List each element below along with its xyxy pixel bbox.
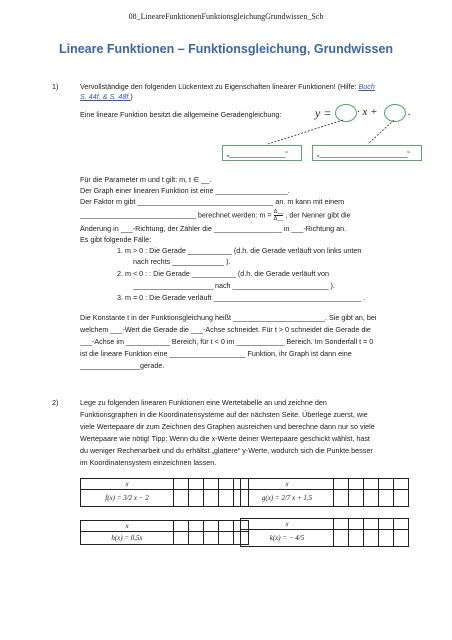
document-header: 08_LineareFunktionenFunktionsgleichungGrundwissen_Sch (128, 12, 324, 21)
table-cell[interactable] (394, 519, 409, 530)
table-cell[interactable] (334, 479, 349, 490)
constant-line-3: ___-Achse im ___________ Bereich, für t < 0 im ____________ Bereich. Im Sonderfall t = 0 (80, 337, 374, 346)
general-equation-text: Eine lineare Funktion besitzt die allgemeine Geradengleichung: (80, 110, 282, 119)
table-cell[interactable] (204, 490, 219, 507)
value-table-g (240, 478, 409, 507)
graph-line: Der Graph einer linearen Funktion ist eine __________________. (80, 186, 290, 195)
table-cell[interactable] (379, 479, 394, 490)
table-cell[interactable] (219, 479, 234, 490)
table-k-x-label: x (241, 519, 334, 530)
value-table-h (80, 520, 249, 545)
q2-line-6: im Koordinatensystem einzeichnen lassen. (80, 458, 217, 467)
constant-line-5: _______________gerade. (80, 361, 165, 370)
case2-cont: ____________________ nach ________________________ ). (133, 281, 335, 290)
table-cell[interactable] (174, 479, 189, 490)
eq-y: y = (315, 106, 332, 120)
params-line: Für die Parameter m und t gilt: m, t ∈ __. (80, 175, 212, 184)
table-f-function: f(x) = 3/2 x − 2 (81, 490, 174, 507)
case1-cont: nach rechts _____________ ). (133, 257, 231, 266)
table-k-function: k(x) = − 4/5 (241, 530, 334, 547)
factor-line: Der Faktor m gibt __________________________________ an. m kann mit einem (80, 197, 345, 206)
table-h-function: h(x) = 0,5x (81, 532, 174, 545)
table-cell[interactable] (219, 521, 234, 532)
table-h-x-label: x (81, 521, 174, 532)
table-cell[interactable] (349, 490, 364, 507)
q2-line-5: du weniger Rechenarbeit und du erhältst „glattere“ y-Werte, wodurch sich die Punkte besser (80, 446, 373, 455)
change-line: Änderung in ___-Richtung, der Zähler die _________________ in ___-Richtung an. (80, 224, 347, 233)
table-cell[interactable] (189, 532, 204, 545)
q1-number: 1) (52, 82, 59, 91)
table-cell[interactable] (379, 490, 394, 507)
cases-line: Es gibt folgende Fälle: (80, 235, 152, 244)
calc-line (80, 209, 351, 222)
case3-line: 3. m = 0 : Die Gerade verläuft _____________________________________ . (117, 293, 366, 302)
table-g-x-label: x (241, 479, 334, 490)
table-cell[interactable] (174, 490, 189, 507)
constant-line-1: Die Konstante t in der Funktionsgleichung heißt _______________________. Sie gibt an, bei (80, 313, 377, 322)
table-cell[interactable] (379, 530, 394, 547)
case1-line: 1. m > 0 : Die Gerade ___________ (d.h. die Gerade verläuft von links unten (117, 246, 362, 255)
connector-intercept (368, 120, 394, 144)
q1-intro-text: Vervollständige den folgenden Lückentext zu Eigenschaften linearer Funktionen! (Hilfe: (80, 82, 359, 91)
q2-line-2: Funktionsgraphen in die Koordinatensysteme auf der nächsten Seite. Überlege zuerst, wie (80, 410, 368, 419)
table-g-function: g(x) = 2/7 x + 1,5 (241, 490, 334, 507)
case2-line: 2. m < 0 : : Die Gerade ___________ (d.h. die Gerade verläuft von (117, 269, 329, 278)
label-box-intercept-text: „______________________“ (317, 149, 410, 158)
fraction-denominator: Δ__ (273, 216, 284, 222)
table-cell[interactable] (394, 479, 409, 490)
hint-close: ) (130, 92, 133, 101)
table-cell[interactable] (334, 490, 349, 507)
table-cell[interactable] (189, 490, 204, 507)
table-cell[interactable] (364, 490, 379, 507)
table-cell[interactable] (334, 519, 349, 530)
table-cell[interactable] (364, 479, 379, 490)
table-cell[interactable] (219, 532, 234, 545)
fraction-numerator: Δ__ (273, 209, 284, 215)
connector-slope (268, 120, 343, 144)
q2-line-4: Wertepaare wie nötig! Tipp: Wenn du die x-Werte deiner Wertepaare geschickt wählst, hast (80, 434, 370, 443)
q2-line-1: Lege zu folgenden linearen Funktionen eine Wertetabelle an und zeichne den (80, 398, 327, 407)
delta-fraction (274, 209, 284, 222)
table-cell[interactable] (204, 521, 219, 532)
page-title: Lineare Funktionen – Funktionsgleichung, Grundwissen (58, 42, 394, 56)
table-cell[interactable] (349, 519, 364, 530)
label-box-intercept (312, 145, 422, 161)
table-f-x-label: x (81, 479, 174, 490)
table-cell[interactable] (189, 521, 204, 532)
hint-link-pages[interactable]: S. 44f. & S. 48f. (80, 92, 131, 101)
table-cell[interactable] (174, 521, 189, 532)
table-cell[interactable] (204, 532, 219, 545)
table-cell[interactable] (334, 530, 349, 547)
value-table-f (80, 478, 249, 507)
q2-number: 2) (52, 398, 59, 407)
constant-line-2: welchem ___-Wert die Gerade die ___-Achse schneidet. Für t > 0 schneidet die Gerade die (80, 325, 371, 334)
hint-link-book[interactable]: Buch (358, 82, 375, 91)
table-cell[interactable] (174, 532, 189, 545)
table-cell[interactable] (379, 519, 394, 530)
calc-text-end: , der Nenner gibt die (285, 210, 351, 220)
table-cell[interactable] (394, 530, 409, 547)
table-cell[interactable] (219, 490, 234, 507)
table-cell[interactable] (364, 519, 379, 530)
table-cell[interactable] (364, 530, 379, 547)
eq-mid: · x + (357, 106, 378, 118)
eq-dot: . (408, 106, 411, 118)
constant-line-4: ist die lineare Funktion eine ___________________ Funktion, ihr Graph ist dann eine (80, 349, 352, 358)
table-cell[interactable] (349, 530, 364, 547)
table-cell[interactable] (204, 479, 219, 490)
table-cell[interactable] (189, 479, 204, 490)
label-box-slope (222, 145, 302, 161)
q2-line-3: viele Wertepaare dir zum Zeichnen des Graphen ausreichen und berechne dann nur so viele (80, 422, 375, 431)
calc-text: _____________________________ berechnet werden: m = (80, 210, 272, 220)
table-cell[interactable] (394, 490, 409, 507)
table-cell[interactable] (349, 479, 364, 490)
label-box-slope-text: „______________“ (227, 149, 288, 158)
value-table-k (240, 518, 409, 547)
